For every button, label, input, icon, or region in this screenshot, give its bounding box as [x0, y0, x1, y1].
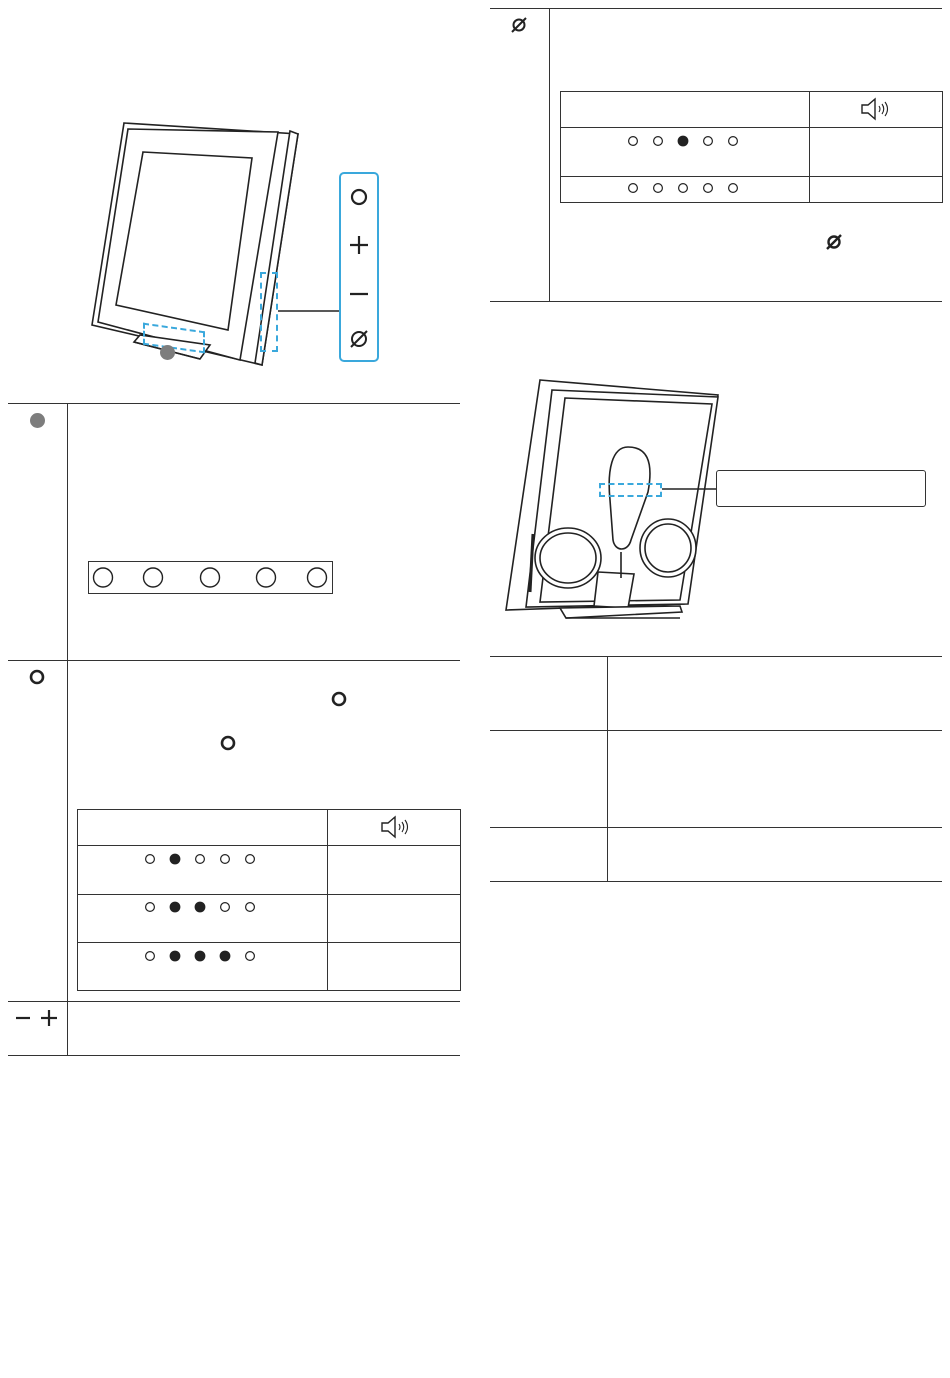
spec-table-top-rule: [490, 656, 942, 657]
hanging-slot-callout-box: [716, 470, 926, 507]
spec-table-row-rule: [490, 730, 942, 731]
hanging-slot-highlight: [599, 483, 662, 497]
spec-table-column-rule: [607, 656, 608, 881]
spec-table-bottom-rule: [490, 881, 942, 882]
spec-table-row-rule: [490, 827, 942, 828]
